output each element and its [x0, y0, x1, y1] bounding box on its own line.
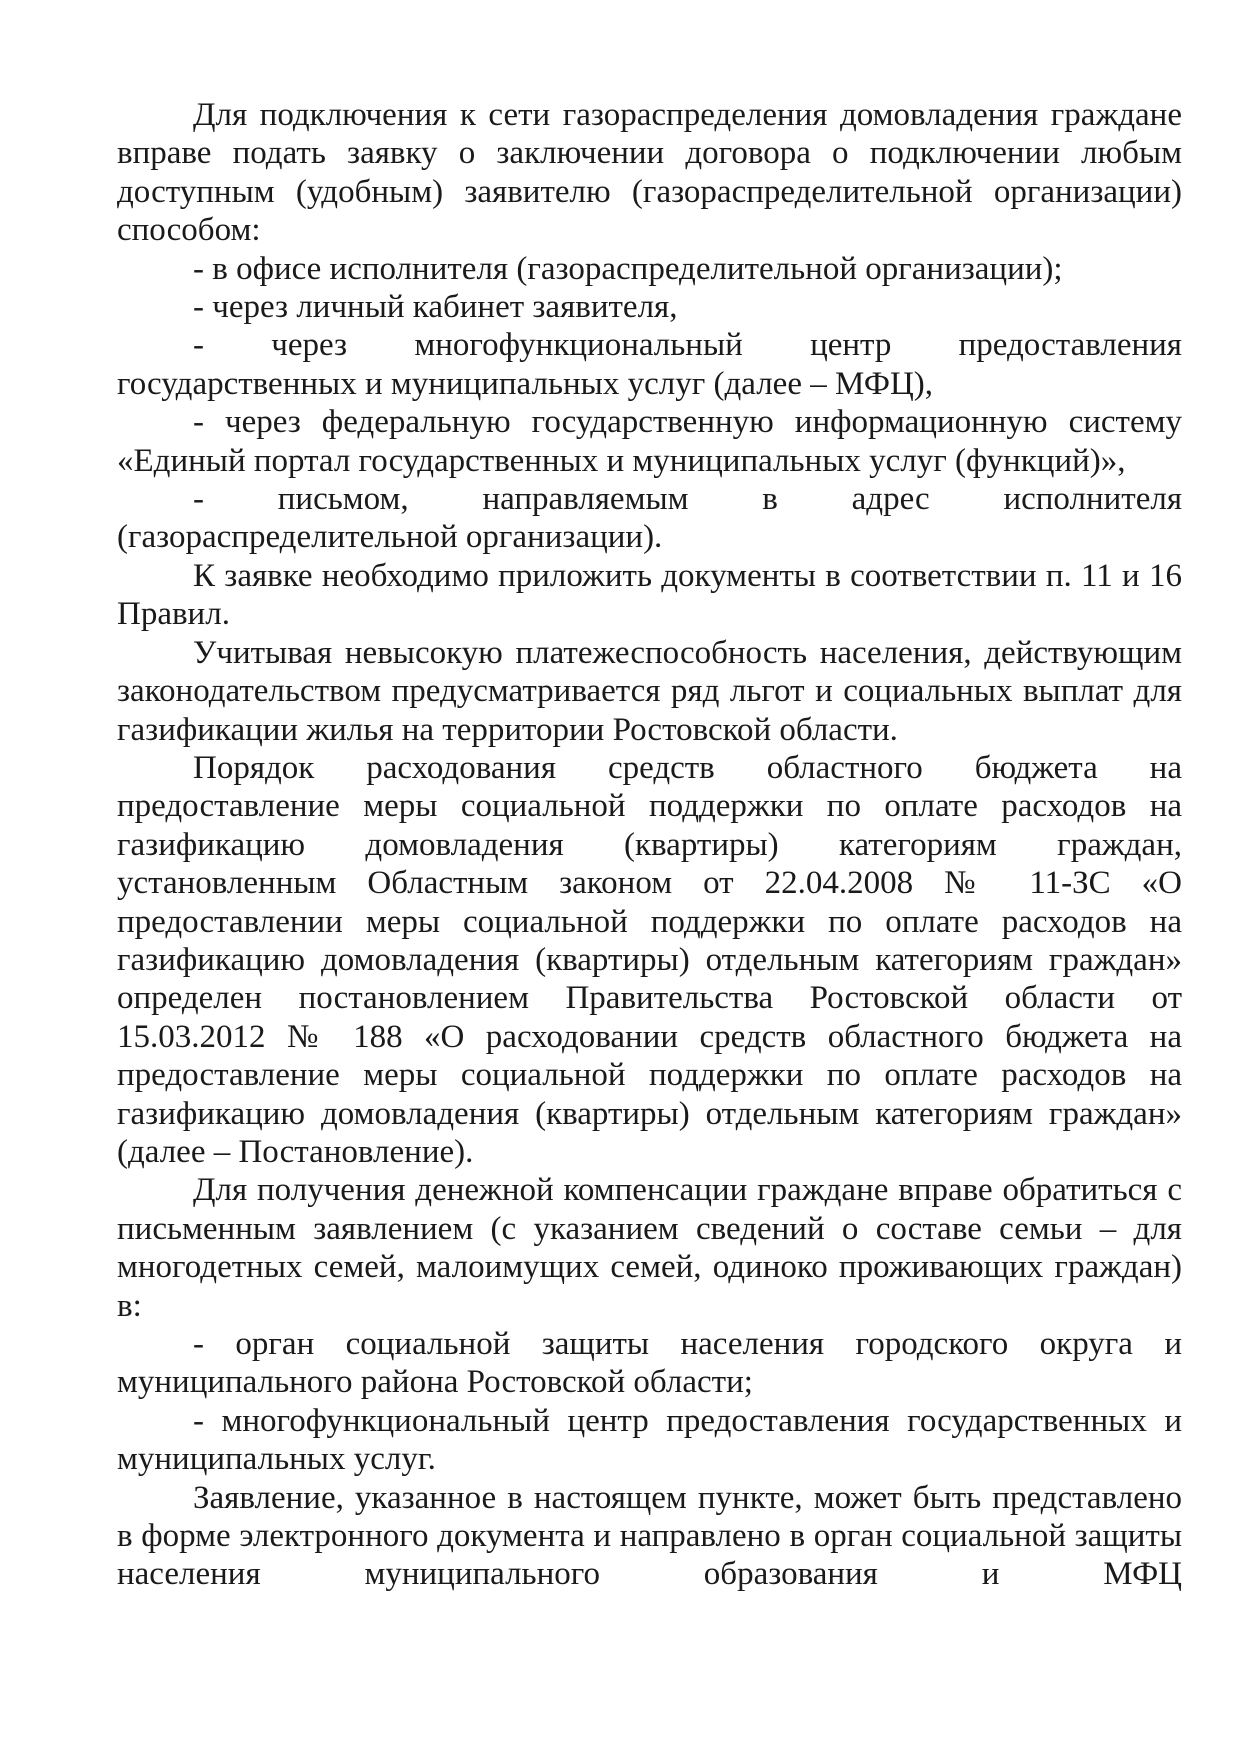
paragraph-benefits: Учитывая невысокую платежеспособность населения, действующим законодательством предусматривается ряд льгот и социальных выплат для газификации жилья на территории Ростовской области.: [117, 634, 1182, 748]
paragraph-compensation: Для получения денежной компенсации граждане вправе обратиться с письменным заявлением (с указанием сведений о составе семьи – для многодетных семей, малоимущих семей, одиноко проживающих граждан) в:: [117, 1172, 1182, 1324]
document-page: [117, 96, 1182, 1594]
paragraph-budget-procedure: Порядок расходования средств областного бюджета на предоставление меры социальной поддержки по оплате расходов на газификацию домовладения (квартиры) категориям граждан, установленным Областным законом от 22.04.2008 № 11-ЗС «О предоставлении меры социальной поддержки по оплате расходов на газификацию домовладения (квартиры) отдельным категориям граждан» определен постановлением Правительства Ростовской области от 15.03.2012 № 188 «О расходовании средств областного бюджета на предоставление меры социальной поддержки по оплате расходов на газификацию домовладения (квартиры) отдельным категориям граждан» (далее – Постановление).: [117, 749, 1182, 1170]
list-item-office: - в офисе исполнителя (газораспределительной организации);: [193, 250, 1063, 287]
list-item-multifunctional-center: - многофункциональный центр предоставления государственных и муниципальных услуг.: [117, 1402, 1182, 1478]
list-item-mfc: - через многофункциональный центр предоставления государственных и муниципальных услуг (далее – МФЦ),: [117, 327, 1182, 402]
paragraph-documents: К заявке необходимо приложить документы в соответствии п. 11 и 16 Правил.: [117, 557, 1182, 633]
list-item-social-protection: - орган социальной защиты населения городского округа и муниципального района Ростовской области;: [117, 1326, 1182, 1401]
paragraph-electronic-application: Заявление, указанное в настоящем пункте, может быть представлено в форме электронного документа и направлено в орган социальной защиты населения муниципального образования и МФЦ: [117, 1479, 1182, 1593]
paragraph-application-methods: Для подключения к сети газораспределения домовладения граждане вправе подать заявку о заключении договора о подключении любым доступным (удобным) заявителю (газораспределительной организации) способом:: [117, 97, 1182, 249]
list-item-letter: - письмом, направляемым в адрес исполнителя (газораспределительной организации).: [117, 481, 1182, 556]
list-item-personal-account: - через личный кабинет заявителя,: [193, 289, 678, 326]
list-item-state-portal: - через федеральную государственную информационную систему «Единый портал государственных и муниципальных услуг (функций)»,: [117, 404, 1182, 479]
